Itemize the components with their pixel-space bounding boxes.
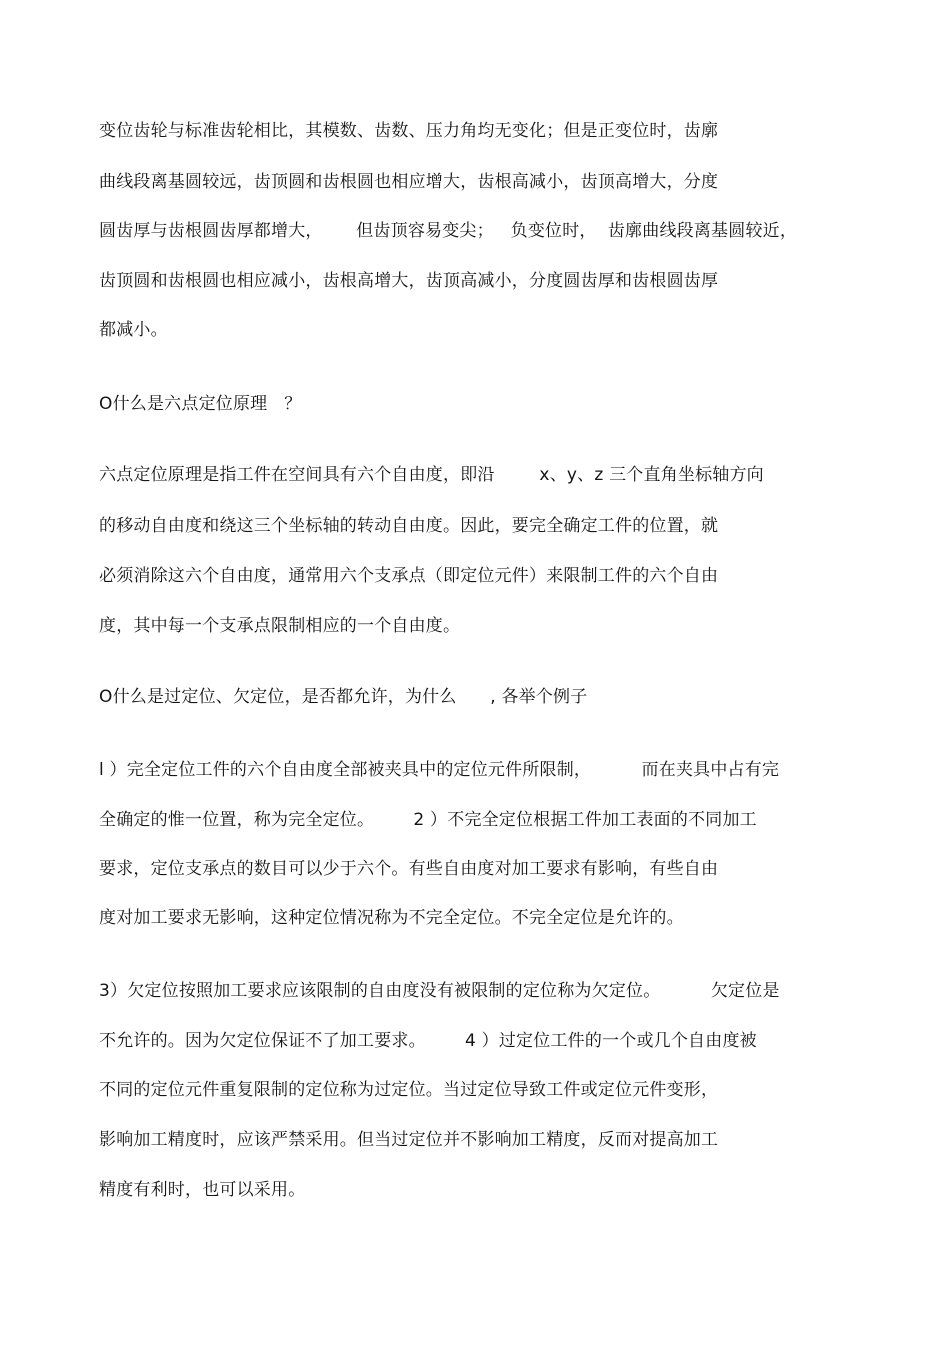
paragraph-line: 圆齿厚与齿根圆齿厚都增大， 但齿顶容易变尖； 负变位时， 齿廓曲线段离基圆较近，	[99, 221, 798, 241]
paragraph-line: l ）完全定位工件的六个自由度全部被夹具中的定位元件所限制， 而在夹具中占有完	[99, 760, 780, 780]
paragraph-line: 齿顶圆和齿根圆也相应减小，齿根高增大，齿顶高减小，分度圆齿厚和齿根圆齿厚	[99, 271, 719, 291]
question-heading: O什么是六点定位原理 ？	[99, 394, 302, 414]
paragraph-line: 变位齿轮与标准齿轮相比，其模数、齿数、压力角均无变化；但是正变位时，齿廓	[99, 121, 719, 141]
paragraph-line: 的移动自由度和绕这三个坐标轴的转动自由度。因此，要完全确定工件的位置，就	[99, 516, 719, 536]
paragraph-line: 3）欠定位按照加工要求应该限制的自由度没有被限制的定位称为欠定位。 欠定位是	[99, 981, 780, 1001]
paragraph-line: 精度有利时，也可以采用。	[99, 1180, 306, 1200]
paragraph-line: 不允许的。因为欠定位保证不了加工要求。 4 ）过定位工件的一个或几个自由度被	[99, 1031, 757, 1051]
paragraph-line: 全确定的惟一位置，称为完全定位。 2 ）不完全定位根据工件加工表面的不同加工	[99, 810, 757, 830]
paragraph-line: 必须消除这六个自由度，通常用六个支承点（即定位元件）来限制工件的六个自由	[99, 566, 719, 586]
paragraph-line: 影响加工精度时，应该严禁采用。但当过定位并不影响加工精度，反而对提高加工	[99, 1130, 719, 1150]
question-heading: O什么是过定位、欠定位，是否都允许，为什么 , 各举个例子	[99, 687, 588, 707]
paragraph-line: 度对加工要求无影响，这种定位情况称为不完全定位。不完全定位是允许的。	[99, 908, 684, 928]
paragraph-line: 都减小。	[99, 320, 168, 340]
paragraph-line: 度，其中每一个支承点限制相应的一个自由度。	[99, 616, 461, 636]
paragraph-line: 六点定位原理是指工件在空间具有六个自由度，即沿 x、y、z 三个直角坐标轴方向	[99, 465, 764, 485]
paragraph-line: 曲线段离基圆较远，齿顶圆和齿根圆也相应增大，齿根高减小，齿顶高增大，分度	[99, 172, 719, 192]
paragraph-line: 不同的定位元件重复限制的定位称为过定位。当过定位导致工件或定位元件变形，	[99, 1080, 719, 1100]
paragraph-line: 要求，定位支承点的数目可以少于六个。有些自由度对加工要求有影响，有些自由	[99, 859, 719, 879]
